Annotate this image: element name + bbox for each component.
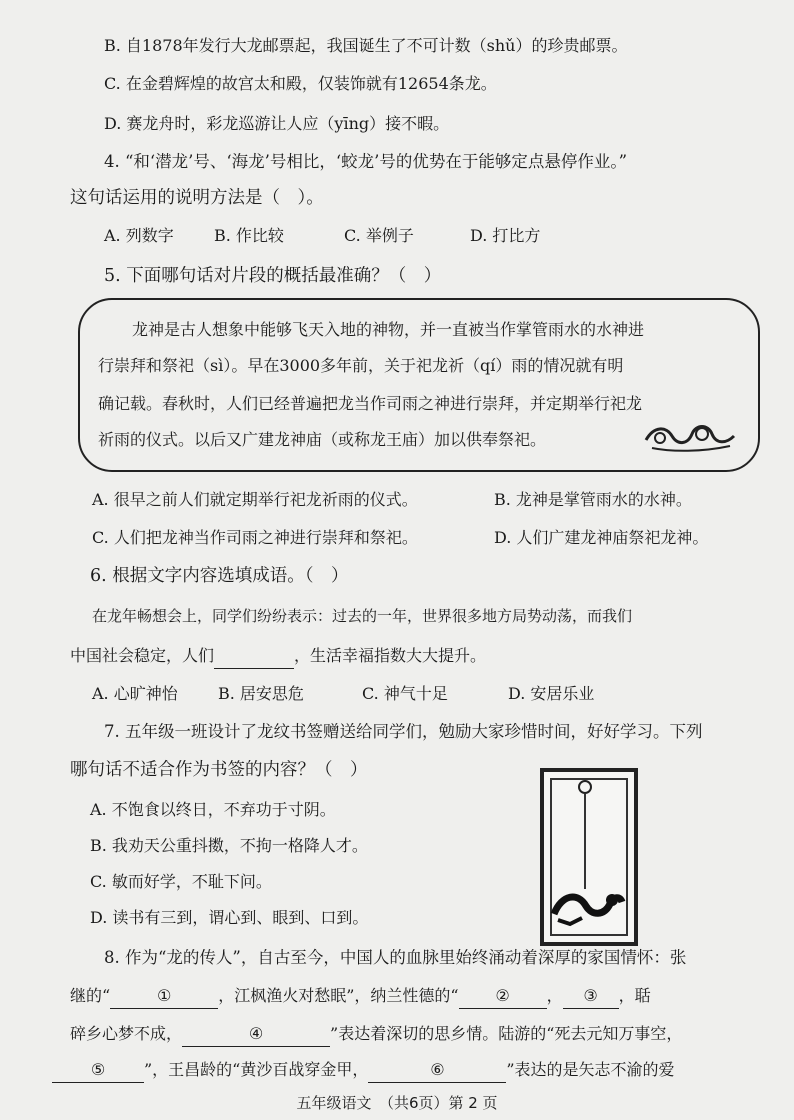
q5-option-d: D. 人们广建龙神庙祭祀龙神。 (494, 528, 709, 547)
q8-blank-2[interactable]: ② (459, 984, 547, 1009)
q8-stem-line1: 8. 作为“龙的传人”，自古至今，中国人的血脉里始终涌动着深厚的家国情怀：张 (104, 948, 687, 967)
q6-text-line1: 在龙年畅想会上，同学们纷纷表示：过去的一年，世界很多地方局势动荡，而我们 (92, 607, 633, 625)
q8-text-part: ”，王昌龄的“黄沙百战穿金甲， (144, 1060, 369, 1079)
q8-text-part: ”表达的是矢志不渝的爱 (506, 1060, 675, 1079)
q3-option-b: B. 自1878年发行大龙邮票起，我国诞生了不可计数（shǔ）的珍贵邮票。 (104, 36, 628, 55)
q4-option-a: A. 列数字 (104, 226, 174, 245)
q5-option-c: C. 人们把龙神当作司雨之神进行崇拜和祭祀。 (92, 528, 418, 547)
q8-blank-6[interactable]: ⑥ (368, 1058, 506, 1083)
q4-option-b: B. 作比较 (214, 226, 284, 245)
dragon-icon (548, 884, 626, 928)
q8-text-part: ， (546, 986, 563, 1005)
q8-line3 (70, 1022, 794, 1047)
q6-stem: 6. 根据文字内容选填成语。（ ） (90, 566, 349, 586)
q7-option-a: A. 不饱食以终日，不弃功于寸阴。 (90, 800, 336, 819)
q6-text-line2 (70, 644, 794, 669)
q8-text-part: ”表达着深切的思乡情。陆游的“死去元知万事空， (330, 1024, 683, 1043)
page-footer: 五年级语文 （共6页）第 2 页 (296, 1094, 498, 1112)
q8-blank-4[interactable]: ④ (182, 1022, 330, 1047)
q5-passage-line: 祈雨的仪式。以后又广建龙神庙（或称龙王庙）加以供奉祭祀。 (98, 430, 547, 449)
q6-text-part: ，生活幸福指数大大提升。 (294, 646, 487, 665)
q3-option-d: D. 赛龙舟时，彩龙巡游让人应（yīng）接不暇。 (104, 114, 450, 133)
q7-stem-line1: 7. 五年级一班设计了龙纹书签赠送给同学们，勉励大家珍惜时间，好好学习。下列 (104, 722, 703, 741)
q4-stem-line2: 这句话运用的说明方法是（ ）。 (70, 188, 324, 208)
dragon-bookmark-image (540, 768, 638, 946)
q6-option-c: C. 神气十足 (362, 684, 448, 703)
q6-option-a: A. 心旷神怡 (92, 684, 178, 703)
q6-text-part: 中国社会稳定，人们 (70, 646, 215, 665)
q5-passage-box (78, 298, 760, 472)
q6-option-b: B. 居安思危 (218, 684, 304, 703)
q8-blank-5[interactable]: ⑤ (52, 1058, 144, 1083)
q7-option-c: C. 敏而好学，不耻下问。 (90, 872, 272, 891)
q5-passage-line: 龙神是古人想象中能够飞天入地的神物，并一直被当作掌管雨水的水神进 (132, 320, 645, 339)
q5-passage-line: 确记载。春秋时，人们已经普遍把龙当作司雨之神进行崇拜，并定期举行祀龙 (98, 394, 643, 413)
q8-text-part: ，江枫渔火对愁眠”，纳兰性德的“ (218, 986, 459, 1005)
q8-text-part: 继的“ (70, 986, 111, 1005)
q7-option-d: D. 读书有三到，谓心到、眼到、口到。 (90, 908, 369, 927)
q6-answer-blank[interactable] (214, 644, 294, 669)
q7-stem-line2: 哪句话不适合作为书签的内容？（ ） (70, 760, 368, 780)
q8-text-part: 碎乡心梦不成， (70, 1024, 183, 1043)
bookmark-string (584, 794, 586, 889)
q5-stem: 5. 下面哪句话对片段的概括最准确？（ ） (104, 266, 442, 286)
q3-option-c: C. 在金碧辉煌的故宫太和殿，仅装饰就有12654条龙。 (104, 74, 497, 93)
q8-line2 (70, 984, 794, 1009)
q4-option-d: D. 打比方 (470, 226, 541, 245)
q8-blank-1[interactable]: ① (110, 984, 218, 1009)
q6-option-d: D. 安居乐业 (508, 684, 595, 703)
q8-text-part: ，聒 (618, 986, 651, 1005)
q8-blank-3[interactable]: ③ (563, 984, 619, 1009)
q5-option-a: A. 很早之前人们就定期举行祀龙祈雨的仪式。 (92, 490, 418, 509)
q8-line4 (52, 1058, 794, 1083)
dragon-cloud-icon (642, 418, 738, 454)
q7-option-b: B. 我劝天公重抖擞，不拘一格降人才。 (90, 836, 368, 855)
q4-stem-line1: 4. “和‘潜龙’号、‘海龙’号相比，‘蛟龙’号的优势在于能够定点悬停作业。” (104, 152, 628, 171)
q4-option-c: C. 举例子 (344, 226, 414, 245)
q5-passage-line: 行崇拜和祭祀（sì）。早在3000多年前，关于祀龙祈（qí）雨的情况就有明 (98, 356, 624, 375)
q5-option-b: B. 龙神是掌管雨水的水神。 (494, 490, 692, 509)
bookmark-hole-icon (578, 780, 592, 794)
